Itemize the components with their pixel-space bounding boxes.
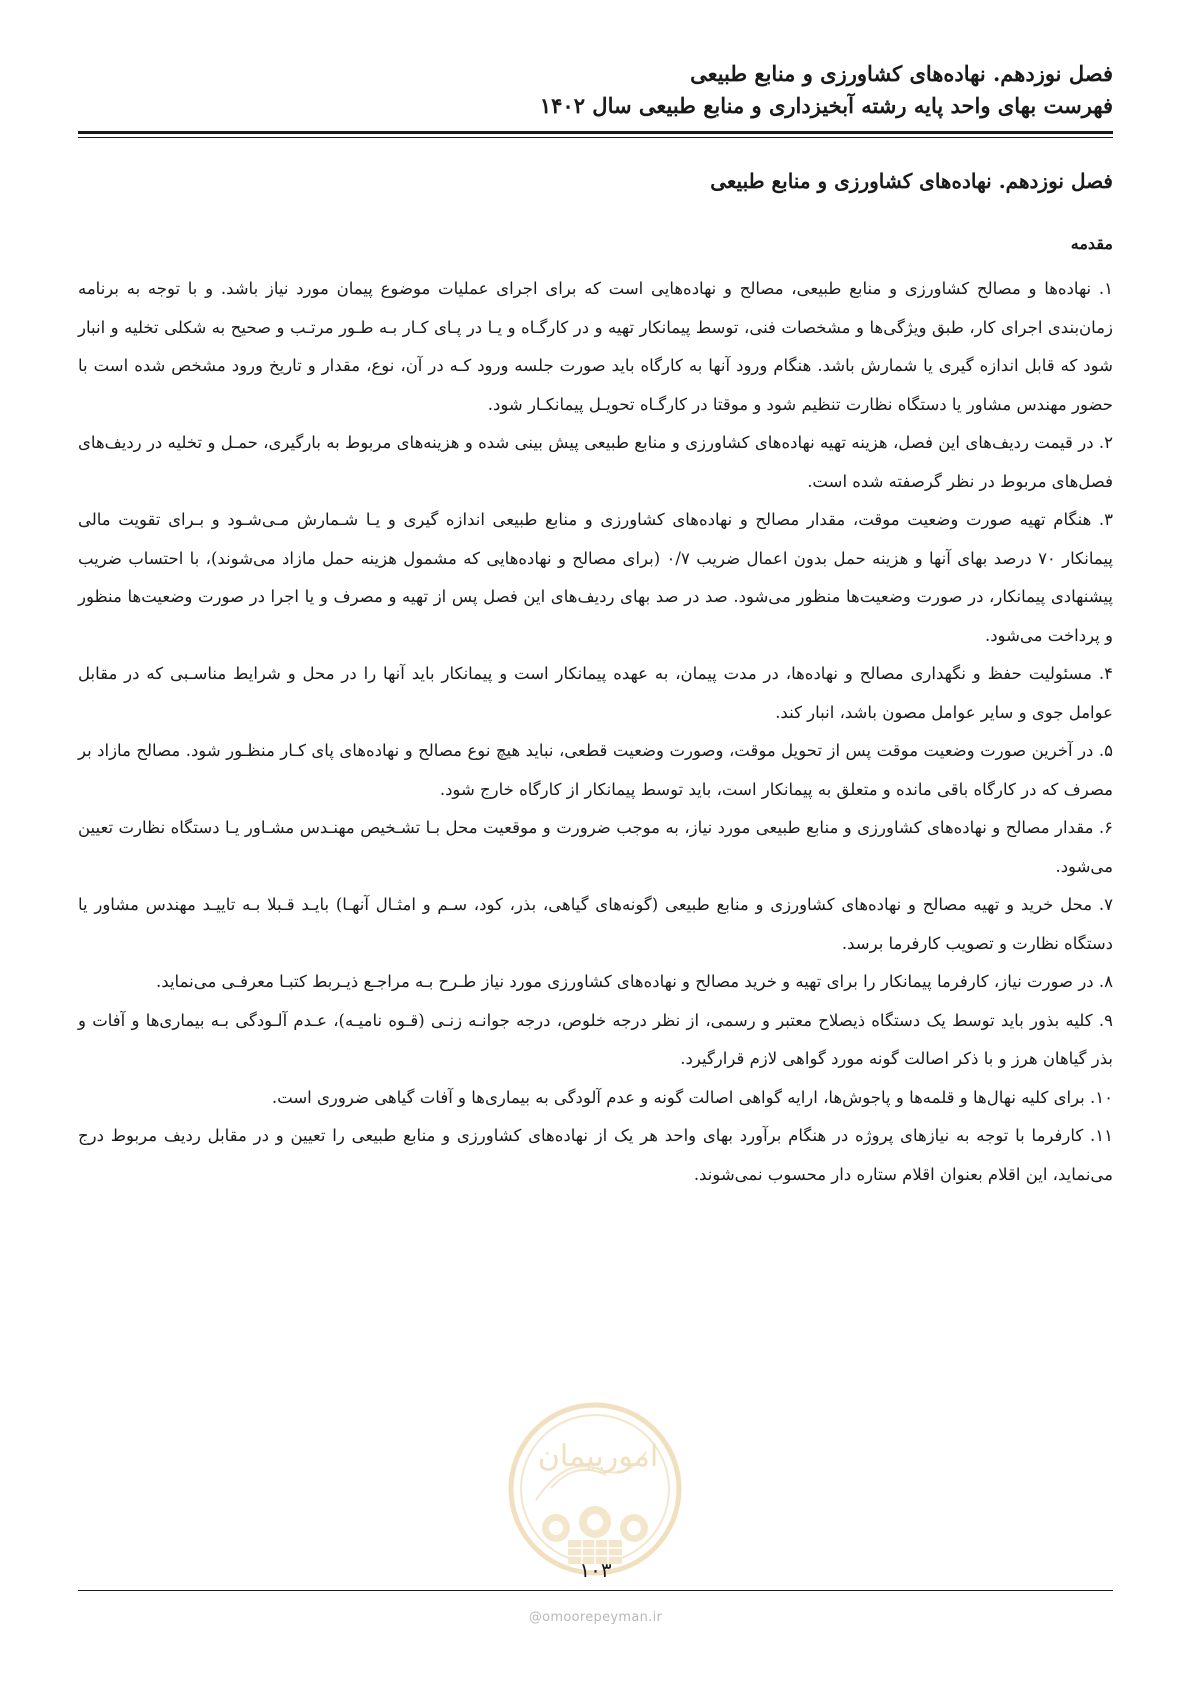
- footer-rule: [78, 1590, 1113, 1591]
- header-chapter-line: فصل نوزدهم. نهاده‌های کشاورزی و منابع طبیعی: [690, 61, 1113, 86]
- page-header: [78, 58, 1113, 122]
- paragraph-9: ۹. کلیه بذور باید توسط یک دستگاه ذیصلاح معتبر و رسمی، از نظر درجه خلوص، درجه جوانـه زنـی (قـوه نامیـه)، عـدم آلـودگی بـه بیماری‌ها و آفات و بذر گیاهان هرز و با ذکر اصالت گونه مورد گواهی لازم قرارگیرد.: [78, 1010, 1113, 1068]
- paragraph-11: ۱۱. کارفرما با توجه به نیازهای پروژه در هنگام برآورد بهای واحد هر یک از نهاده‌های کشاورزی و منابع طبیعی را تعیین و در مقابل ردیف مربوط درج می‌نماید، این اقلام بعنوان اقلام ستاره دار محسوب نمی‌شوند.: [78, 1126, 1113, 1184]
- omoorepeyman-seal-icon: [506, 1400, 684, 1578]
- chapter-title: فصل نوزدهم. نهاده‌های کشاورزی و منابع طبیعی: [710, 169, 1113, 193]
- watermark-text: امورپیمان: [537, 1439, 659, 1474]
- paragraph-6: ۶. مقدار مصالح و نهاده‌های کشاورزی و منابع طبیعی مورد نیاز، به موجب ضرورت و موقعیت محل بـا تشـخیص مهنـدس مشـاور یـا دستگاه نظارت تعیین می‌شود.: [78, 818, 1113, 876]
- intro-body: [78, 270, 1113, 1194]
- paragraph-5: ۵. در آخرین صورت وضعیت موقت پس از تحویل موقت، وصورت وضعیت قطعی، نباید هیچ نوع مصالح و نهاده‌های پای کـار منظـور شود. مصالح مازاد بر مصرف که در کارگاه باقی مانده و متعلق به پیمانکار است، باید توسط پیمانکار از کارگاه خارج شود.: [78, 741, 1113, 799]
- paragraph-1: ۱. نهاده‌ها و مصالح کشاورزی و منابع طبیعی، مصالح و نهاده‌هایی است که برای اجرای عملیات موضوع پیمان مورد نیاز باشد. و با توجه به برنامه زمان‌بندی اجرای کار، طبق ویژگی‌ها و مشخصات فنی، توسط پیمانکار تهیه و در کارگـاه و یـا در پـای کـار بـه طـور مرتـب و صحیح به شکلی تخلیه و انبار شود که قابل اندازه گیری یا شمارش باشد. هنگام ورود آنها به کارگاه باید صورت جلسه ورود کـه در آن، نوع، مقدار و تاریخ ورود مشخص شده است با حضور مهندس مشاور یا دستگاه نظارت تنظیم شود و موقتا در کارگـاه تحویـل پیمانکـار شود.: [78, 279, 1113, 414]
- footer-watermark-handle: @omoorepeyman.ir: [528, 1610, 663, 1625]
- paragraph-7: ۷. محل خرید و تهیه مصالح و نهاده‌های کشاورزی و منابع طبیعی (گونه‌های گیاهی، بذر، کود، سـم و امثـال آنهـا) بایـد قـبلا بـه تاییـد مهندس مشاور یا دستگاه نظارت و تصویب کارفرما برسد.: [78, 895, 1113, 953]
- paragraph-10: ۱۰. برای کلیه نهال‌ها و قلمه‌ها و پاجوش‌ها، ارایه گواهی اصالت گونه و عدم آلودگی به بیماری‌ها و آفات گیاهی ضروری است.: [271, 1087, 1113, 1107]
- intro-heading: مقدمه: [1070, 234, 1113, 253]
- header-rule-thick: [78, 131, 1113, 134]
- paragraph-4: ۴. مسئولیت حفظ و نگهداری مصالح و نهاده‌ها، در مدت پیمان، به عهده پیمانکار است و پیمانکار باید آنها را در محل و شرایط مناسـبی که در مقابل عوامل جوی و سایر عوامل مصون باشد، انبار کند.: [78, 664, 1113, 722]
- header-catalog-title: فهرست بهای واحد پایه رشته آبخیزداری و منابع طبیعی سال ۱۴۰۲: [539, 93, 1113, 118]
- paragraph-8: ۸. در صورت نیاز، کارفرما پیمانکار را برای تهیه و خرید مصالح و نهاده‌های کشاورزی مورد نیاز طـرح بـه مراجـع ذیـربط کتبـا معرفـی می‌نماید.: [156, 972, 1113, 991]
- header-rule-thin: [78, 137, 1113, 138]
- paragraph-2: ۲. در قیمت ردیف‌های این فصل، هزینه تهیه نهاده‌های کشاورزی و منابع طبیعی پیش بینی شده و هزینه‌های مربوط به بارگیری، حمـل و تخلیه در ردیف‌های فصل‌های مربوط در نظر گرصفته شده است.: [78, 433, 1113, 491]
- page-number: ۱۰۳: [579, 1558, 612, 1582]
- paragraph-3: ۳. هنگام تهیه صورت وضعیت موقت، مقدار مصالح و نهاده‌های کشاورزی و منابع طبیعی اندازه گیری و یـا شـمارش مـی‌شـود و بـرای تقویت مالی پیمانکار ۷۰ درصد بهای آنها و هزینه حمل بدون اعمال ضریب ۰/۷ (برای مصالح و نهاده‌هایی که مشمول هزینه حمل مازاد می‌شوند)، با احتساب ضریب پیشنهادی پیمانکار، در صورت وضعیت‌ها منظور می‌شود. صد در صد بهای ردیف‌های این فصل پس از تهیه و مصرف و یا اجرا در صورت وضعیت‌ها منظور و پرداخت می‌شود.: [78, 510, 1113, 645]
